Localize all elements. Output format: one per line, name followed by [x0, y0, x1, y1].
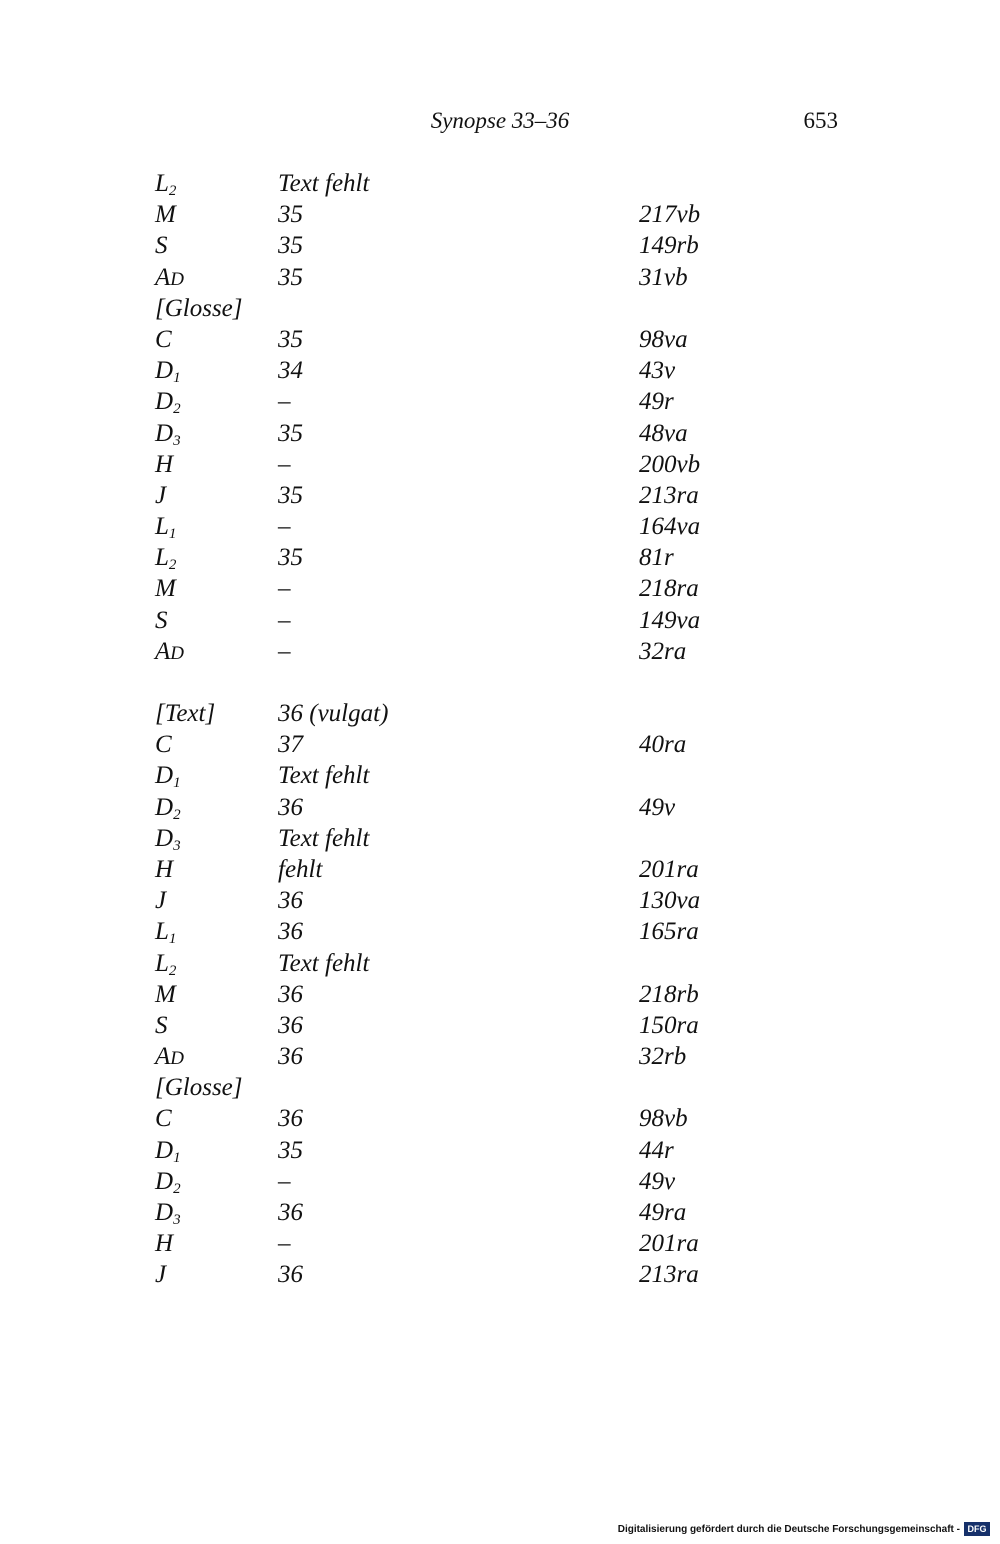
- siglum-subscript: 2: [168, 557, 177, 574]
- synopsis-row: [155, 1259, 855, 1290]
- siglum-letter: C: [155, 1105, 172, 1133]
- siglum-letter: D: [155, 824, 174, 852]
- manuscript-siglum: [155, 449, 173, 480]
- chapter-number: 35: [278, 1136, 303, 1164]
- synopsis-row: [155, 948, 855, 979]
- synopsis-row: [155, 168, 855, 199]
- folio-reference: 218ra: [639, 575, 699, 603]
- folio-reference: 48va: [639, 419, 688, 447]
- chapter-number: 36: [278, 1011, 303, 1039]
- digitization-credit: Digitalisierung gefördert durch die Deutsche Forschungsgemeinschaft -: [617, 1524, 960, 1535]
- siglum-subscript: 3: [173, 1212, 181, 1228]
- siglum-letter: L: [155, 918, 169, 946]
- chapter-number: –: [278, 637, 291, 665]
- manuscript-siglum: [155, 1072, 243, 1103]
- siglum-subscript: 2: [168, 183, 177, 199]
- manuscript-siglum: [155, 854, 173, 885]
- siglum-letter: J: [155, 887, 167, 915]
- chapter-number: –: [278, 606, 291, 634]
- siglum-letter: D: [155, 1199, 174, 1226]
- chapter-number: 35: [278, 544, 303, 572]
- manuscript-siglum: [155, 1228, 173, 1259]
- manuscript-siglum: [155, 293, 243, 324]
- chapter-number: –: [278, 450, 291, 478]
- synopsis-row: [155, 1166, 855, 1197]
- siglum-letter: [Glosse]: [155, 294, 243, 322]
- siglum-letter: D: [155, 419, 174, 447]
- chapter-number: 36: [278, 918, 303, 946]
- manuscript-siglum: [155, 1259, 166, 1290]
- manuscript-siglum: [155, 573, 176, 604]
- siglum-subscript: 2: [173, 806, 181, 823]
- siglum-letter: M: [155, 201, 176, 229]
- chapter-number: 35: [278, 481, 303, 509]
- siglum-smallcap: D: [170, 268, 185, 290]
- siglum-letter: S: [155, 1011, 168, 1039]
- siglum-letter: H: [155, 450, 174, 478]
- manuscript-siglum: [155, 605, 168, 636]
- manuscript-siglum: [155, 698, 215, 729]
- siglum-letter: L: [155, 544, 169, 572]
- chapter-number: 36: [278, 1261, 303, 1289]
- folio-reference: 81r: [639, 544, 674, 572]
- dfg-logo: DFG: [964, 1522, 990, 1536]
- chapter-number: 37: [278, 731, 303, 759]
- synopsis-row: [155, 1072, 855, 1103]
- manuscript-siglum: [155, 636, 184, 669]
- chapter-number: Text fehlt: [278, 762, 370, 790]
- synopsis-row: [155, 386, 855, 417]
- siglum-letter: H: [155, 1230, 174, 1258]
- manuscript-siglum: [155, 1010, 168, 1041]
- siglum-letter: AD: [155, 637, 185, 665]
- siglum-letter: AD: [155, 263, 185, 291]
- synopsis-row: [155, 511, 855, 542]
- synopsis-row: [155, 760, 855, 791]
- siglum-letter: J: [155, 1261, 167, 1289]
- manuscript-siglum: [155, 1103, 172, 1134]
- folio-reference: 49v: [639, 793, 676, 821]
- folio-reference: 201ra: [639, 855, 699, 883]
- siglum-letter: D: [155, 1167, 174, 1195]
- page-number: 653: [803, 108, 838, 133]
- folio-reference: 43v: [639, 357, 676, 385]
- siglum-letter: D: [155, 762, 174, 790]
- siglum-letter: D: [155, 1136, 174, 1164]
- siglum-letter: C: [155, 731, 172, 759]
- synopsis-row: [155, 293, 855, 324]
- chapter-number: –: [278, 513, 291, 541]
- folio-reference: 31vb: [639, 263, 688, 291]
- chapter-number: –: [278, 1230, 291, 1258]
- siglum-letter: L: [155, 949, 169, 977]
- folio-reference: 200vb: [639, 450, 701, 478]
- chapter-number: 36 (vulgat): [278, 700, 389, 727]
- synopsis-row: [155, 916, 855, 947]
- folio-reference: 32rb: [639, 1043, 687, 1071]
- synopsis-row: [155, 573, 855, 604]
- manuscript-siglum: [155, 262, 184, 295]
- siglum-letter: D: [155, 388, 174, 416]
- synopsis-row: [155, 1010, 855, 1041]
- chapter-number: 36: [278, 1105, 303, 1133]
- manuscript-siglum: [155, 1041, 184, 1074]
- chapter-number: 34: [278, 357, 303, 385]
- siglum-letter: [Text]: [155, 700, 216, 727]
- chapter-number: 35: [278, 232, 303, 260]
- siglum-letter: M: [155, 980, 176, 1008]
- running-title: Synopse 33–36: [430, 108, 570, 133]
- manuscript-siglum: [155, 199, 176, 230]
- synopsis-row: [155, 1103, 855, 1134]
- siglum-smallcap: D: [170, 642, 185, 664]
- siglum-letter: M: [155, 575, 176, 603]
- siglum-subscript: 2: [173, 401, 181, 418]
- folio-reference: 201ra: [639, 1230, 699, 1258]
- manuscript-siglum: [155, 885, 166, 916]
- synopsis-row: [155, 823, 855, 854]
- chapter-number: 35: [278, 325, 303, 353]
- synopsis-row: [155, 636, 855, 667]
- folio-reference: 164va: [639, 513, 701, 541]
- siglum-subscript: 1: [173, 775, 181, 792]
- manuscript-siglum: [155, 729, 172, 760]
- chapter-number: fehlt: [278, 855, 323, 883]
- synopsis-row: [155, 199, 855, 230]
- chapter-number: 35: [278, 263, 303, 291]
- siglum-subscript: 1: [168, 931, 177, 948]
- chapter-number: Text fehlt: [278, 170, 370, 197]
- folio-reference: 44r: [639, 1136, 674, 1164]
- synopsis-row: [155, 262, 855, 293]
- folio-reference: 150ra: [639, 1011, 699, 1039]
- chapter-number: 36: [278, 1199, 303, 1226]
- manuscript-siglum: [155, 480, 166, 511]
- synopsis-row: [155, 729, 855, 760]
- folio-reference: 149rb: [639, 232, 699, 260]
- siglum-subscript: 2: [168, 962, 177, 979]
- chapter-number: 36: [278, 1043, 303, 1071]
- chapter-number: Text fehlt: [278, 949, 370, 977]
- synopsis-row: [155, 605, 855, 636]
- folio-reference: 217vb: [639, 201, 701, 229]
- synopsis-row: [155, 449, 855, 480]
- siglum-subscript: 1: [168, 526, 177, 543]
- chapter-number: –: [278, 1167, 291, 1195]
- folio-reference: 49v: [639, 1167, 676, 1195]
- synopsis-row: [155, 230, 855, 261]
- folio-reference: 218rb: [639, 980, 699, 1008]
- synopsis-row: [155, 324, 855, 355]
- synopsis-row: [155, 542, 855, 573]
- synopsis-row: [155, 1135, 855, 1166]
- chapter-number: 36: [278, 793, 303, 821]
- siglum-letter: S: [155, 232, 168, 260]
- folio-reference: 49ra: [639, 1199, 687, 1226]
- folio-reference: 130va: [639, 887, 701, 915]
- synopsis-row: [155, 854, 855, 885]
- siglum-subscript: 3: [173, 837, 181, 854]
- synopsis-row: [155, 698, 855, 729]
- siglum-letter: H: [155, 855, 174, 883]
- synopsis-row: [155, 885, 855, 916]
- siglum-letter: L: [155, 513, 169, 541]
- synopsis-row: [155, 792, 855, 823]
- synopsis-row: [155, 979, 855, 1010]
- folio-reference: 49r: [639, 388, 674, 416]
- manuscript-siglum: [155, 230, 168, 261]
- folio-reference: 40ra: [639, 731, 687, 759]
- synopsis-table: [155, 168, 855, 1291]
- chapter-number: Text fehlt: [278, 824, 370, 852]
- chapter-number: –: [278, 388, 291, 416]
- folio-reference: 213ra: [639, 1261, 699, 1289]
- siglum-letter: D: [155, 793, 174, 821]
- folio-reference: 98va: [639, 325, 688, 353]
- siglum-letter: [Glosse]: [155, 1074, 243, 1102]
- synopsis-row: [155, 1228, 855, 1259]
- chapter-number: 36: [278, 980, 303, 1008]
- siglum-letter: S: [155, 606, 168, 634]
- synopsis-row: [155, 1197, 855, 1228]
- siglum-letter: AD: [155, 1043, 185, 1071]
- folio-reference: 32ra: [639, 637, 687, 665]
- siglum-letter: J: [155, 481, 167, 509]
- siglum-subscript: 1: [173, 370, 181, 387]
- chapter-number: –: [278, 575, 291, 603]
- manuscript-siglum: [155, 324, 172, 355]
- manuscript-siglum: [155, 979, 176, 1010]
- folio-reference: 213ra: [639, 481, 699, 509]
- siglum-letter: L: [155, 170, 169, 197]
- chapter-number: 35: [278, 419, 303, 447]
- synopsis-row: [155, 355, 855, 386]
- siglum-smallcap: D: [170, 1048, 185, 1070]
- siglum-letter: C: [155, 325, 172, 353]
- folio-reference: 165ra: [639, 918, 699, 946]
- siglum-subscript: 1: [173, 1149, 181, 1166]
- siglum-letter: D: [155, 357, 174, 385]
- folio-reference: 98vb: [639, 1105, 688, 1133]
- siglum-subscript: 3: [173, 432, 181, 449]
- folio-reference: 149va: [639, 606, 701, 634]
- chapter-number: 36: [278, 887, 303, 915]
- synopsis-row: [155, 1041, 855, 1072]
- synopsis-row: [155, 418, 855, 449]
- siglum-subscript: 2: [173, 1180, 181, 1197]
- synopsis-row: [155, 480, 855, 511]
- chapter-number: 35: [278, 201, 303, 229]
